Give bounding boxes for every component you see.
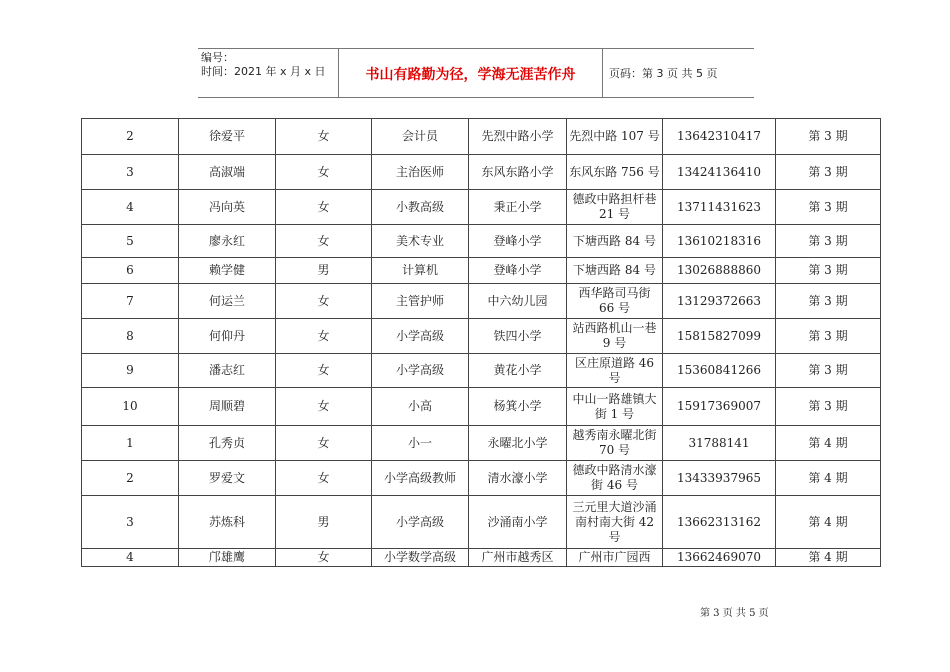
address-cell: 下塘西路 84 号 — [567, 225, 663, 258]
phone-cell: 13662469070 — [663, 549, 776, 567]
name-cell: 罗爱文 — [179, 461, 276, 496]
seq-cell: 5 — [82, 225, 179, 258]
table-row — [82, 284, 881, 319]
table-row — [82, 496, 881, 549]
title-cell: 计算机 — [372, 258, 469, 284]
name-cell: 何运兰 — [179, 284, 276, 319]
school-cell: 秉正小学 — [469, 190, 567, 225]
header-motto: 书山有路勤为径，学海无涯苦作舟 — [365, 67, 576, 83]
title-cell: 小学数学高级 — [372, 549, 469, 567]
address-cell: 三元里大道沙涌南村南大街 42 号 — [567, 496, 663, 549]
table-row — [82, 319, 881, 354]
period-cell: 第 3 期 — [776, 190, 881, 225]
seq-cell: 4 — [82, 549, 179, 567]
table-row — [82, 388, 881, 426]
school-cell: 永曜北小学 — [469, 426, 567, 461]
table-row — [82, 155, 881, 190]
school-cell: 杨箕小学 — [469, 388, 567, 426]
address-cell: 中山一路雄镇大街 1 号 — [567, 388, 663, 426]
header-page-label: 页码：第 3 页 共 5 页 — [609, 67, 718, 80]
period-cell: 第 3 期 — [776, 258, 881, 284]
gender-cell: 男 — [276, 496, 372, 549]
table-row — [82, 258, 881, 284]
phone-cell: 13424136410 — [663, 155, 776, 190]
title-cell: 会计员 — [372, 119, 469, 155]
gender-cell: 女 — [276, 426, 372, 461]
period-cell: 第 3 期 — [776, 388, 881, 426]
period-cell: 第 3 期 — [776, 225, 881, 258]
table-row — [82, 119, 881, 155]
name-cell: 周顺碧 — [179, 388, 276, 426]
gender-cell: 女 — [276, 284, 372, 319]
address-cell: 东风东路 756 号 — [567, 155, 663, 190]
period-cell: 第 3 期 — [776, 284, 881, 319]
gender-cell: 女 — [276, 119, 372, 155]
seq-cell: 9 — [82, 354, 179, 388]
school-cell: 黄花小学 — [469, 354, 567, 388]
title-cell: 小教高级 — [372, 190, 469, 225]
address-cell: 西华路司马街 66 号 — [567, 284, 663, 319]
seq-cell: 3 — [82, 155, 179, 190]
address-cell: 下塘西路 84 号 — [567, 258, 663, 284]
page-header — [198, 48, 754, 98]
number-label: 编号： — [201, 51, 234, 64]
name-cell: 高淑端 — [179, 155, 276, 190]
seq-cell: 3 — [82, 496, 179, 549]
table-row — [82, 354, 881, 388]
seq-cell: 2 — [82, 119, 179, 155]
school-cell: 登峰小学 — [469, 258, 567, 284]
roster-table — [81, 118, 881, 567]
title-cell: 小学高级 — [372, 319, 469, 354]
gender-cell: 女 — [276, 225, 372, 258]
phone-cell: 15917369007 — [663, 388, 776, 426]
period-cell: 第 4 期 — [776, 496, 881, 549]
seq-cell: 1 — [82, 426, 179, 461]
gender-cell: 女 — [276, 388, 372, 426]
phone-cell: 13711431623 — [663, 190, 776, 225]
phone-cell: 13662313162 — [663, 496, 776, 549]
school-cell: 铁四小学 — [469, 319, 567, 354]
table-row — [82, 225, 881, 258]
school-cell: 广州市越秀区 — [469, 549, 567, 567]
school-cell: 先烈中路小学 — [469, 119, 567, 155]
school-cell: 东风东路小学 — [469, 155, 567, 190]
period-cell: 第 4 期 — [776, 461, 881, 496]
seq-cell: 4 — [82, 190, 179, 225]
school-cell: 清水濠小学 — [469, 461, 567, 496]
school-cell: 沙涌南小学 — [469, 496, 567, 549]
period-cell: 第 4 期 — [776, 549, 881, 567]
name-cell: 徐爱平 — [179, 119, 276, 155]
name-cell: 赖学健 — [179, 258, 276, 284]
title-cell: 小学高级 — [372, 496, 469, 549]
period-cell: 第 3 期 — [776, 155, 881, 190]
gender-cell: 女 — [276, 461, 372, 496]
title-cell: 小高 — [372, 388, 469, 426]
period-cell: 第 3 期 — [776, 319, 881, 354]
address-cell: 广州市广园西 — [567, 549, 663, 567]
name-cell: 廖永红 — [179, 225, 276, 258]
name-cell: 苏炼科 — [179, 496, 276, 549]
seq-cell: 8 — [82, 319, 179, 354]
gender-cell: 男 — [276, 258, 372, 284]
table-row — [82, 190, 881, 225]
phone-cell: 13642310417 — [663, 119, 776, 155]
title-cell: 主治医师 — [372, 155, 469, 190]
gender-cell: 女 — [276, 155, 372, 190]
name-cell: 潘志红 — [179, 354, 276, 388]
phone-cell: 13610218316 — [663, 225, 776, 258]
period-cell: 第 3 期 — [776, 119, 881, 155]
phone-cell: 31788141 — [663, 426, 776, 461]
period-cell: 第 3 期 — [776, 354, 881, 388]
page-footer: 第 3 页 共 5 页 — [700, 608, 769, 619]
name-cell: 邝雄鹰 — [179, 549, 276, 567]
gender-cell: 女 — [276, 549, 372, 567]
name-cell: 何仰丹 — [179, 319, 276, 354]
address-cell: 站西路机山一巷 9 号 — [567, 319, 663, 354]
title-cell: 主管护师 — [372, 284, 469, 319]
table-row — [82, 461, 881, 496]
seq-cell: 2 — [82, 461, 179, 496]
seq-cell: 7 — [82, 284, 179, 319]
school-cell: 中六幼儿园 — [469, 284, 567, 319]
title-cell: 小学高级 — [372, 354, 469, 388]
time-label: 时间：2021 年 x 月 x 日 — [201, 65, 326, 78]
table-row — [82, 549, 881, 567]
title-cell: 小学高级教师 — [372, 461, 469, 496]
phone-cell: 13433937965 — [663, 461, 776, 496]
header-divider — [602, 49, 603, 97]
address-cell: 德政中路清水濠街 46 号 — [567, 461, 663, 496]
address-cell: 越秀南永曜北街 70 号 — [567, 426, 663, 461]
school-cell: 登峰小学 — [469, 225, 567, 258]
address-cell: 先烈中路 107 号 — [567, 119, 663, 155]
address-cell: 德政中路担杆巷 21 号 — [567, 190, 663, 225]
phone-cell: 15815827099 — [663, 319, 776, 354]
name-cell: 冯向英 — [179, 190, 276, 225]
seq-cell: 10 — [82, 388, 179, 426]
gender-cell: 女 — [276, 354, 372, 388]
header-meta — [201, 51, 326, 79]
table-row — [82, 426, 881, 461]
period-cell: 第 4 期 — [776, 426, 881, 461]
phone-cell: 15360841266 — [663, 354, 776, 388]
phone-cell: 13129372663 — [663, 284, 776, 319]
address-cell: 区庄原道路 46 号 — [567, 354, 663, 388]
title-cell: 美术专业 — [372, 225, 469, 258]
phone-cell: 13026888860 — [663, 258, 776, 284]
gender-cell: 女 — [276, 319, 372, 354]
gender-cell: 女 — [276, 190, 372, 225]
name-cell: 孔秀贞 — [179, 426, 276, 461]
title-cell: 小一 — [372, 426, 469, 461]
seq-cell: 6 — [82, 258, 179, 284]
